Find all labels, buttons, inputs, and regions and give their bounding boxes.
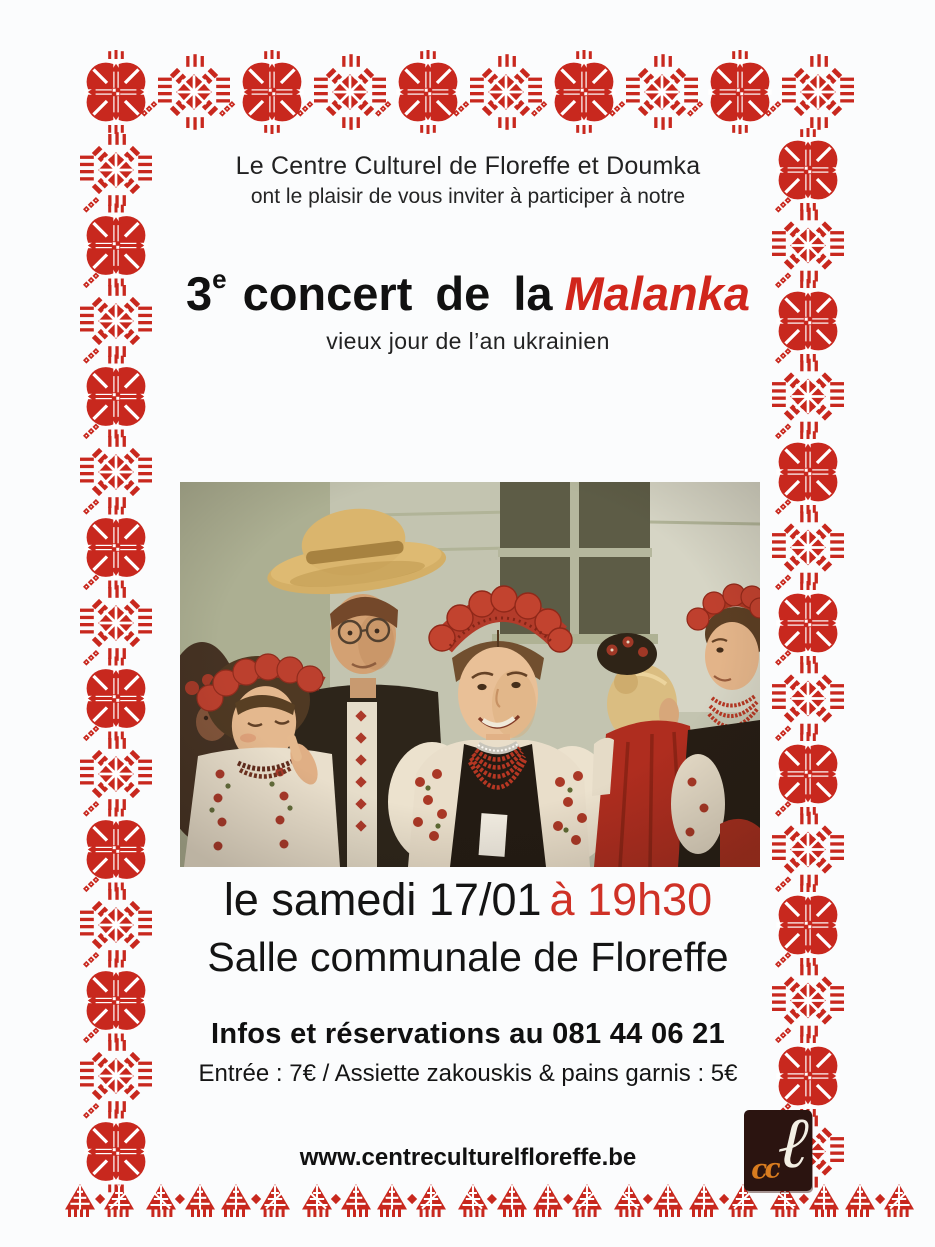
title-number: 3	[185, 267, 213, 320]
invitation-line2: ont le plaisir de vous inviter à participer à notre	[250, 185, 686, 208]
event-date: le samedi 17/01	[223, 874, 542, 925]
poster-title	[168, 264, 768, 321]
invitation-line1: Le Centre Culturel de Floreffe et Doumka	[235, 152, 701, 180]
title-middle: concert de la	[242, 267, 553, 320]
ccf-logo-l: ℓ	[775, 1099, 811, 1185]
concert-photo	[180, 482, 760, 867]
event-time: à 19h30	[549, 874, 713, 925]
pricing-line: Entrée : 7€ / Assiette zakouskis & pains garnis : 5€	[198, 1060, 738, 1087]
info-reservations: Infos et réservations au 081 44 06 21	[210, 1018, 726, 1050]
event-date-line	[168, 874, 768, 926]
ccf-logo	[744, 1099, 812, 1191]
title-subtitle: vieux jour de l’an ukrainien	[326, 328, 610, 354]
title-ordinal: e	[212, 264, 227, 294]
ccf-logo-cc: cc	[749, 1153, 779, 1186]
title-highlight: Malanka	[564, 267, 751, 320]
event-venue: Salle communale de Floreffe	[207, 934, 729, 980]
concert-photo-illustration	[180, 482, 760, 867]
website-text: www.centreculturelfloreffe.be	[299, 1144, 637, 1171]
